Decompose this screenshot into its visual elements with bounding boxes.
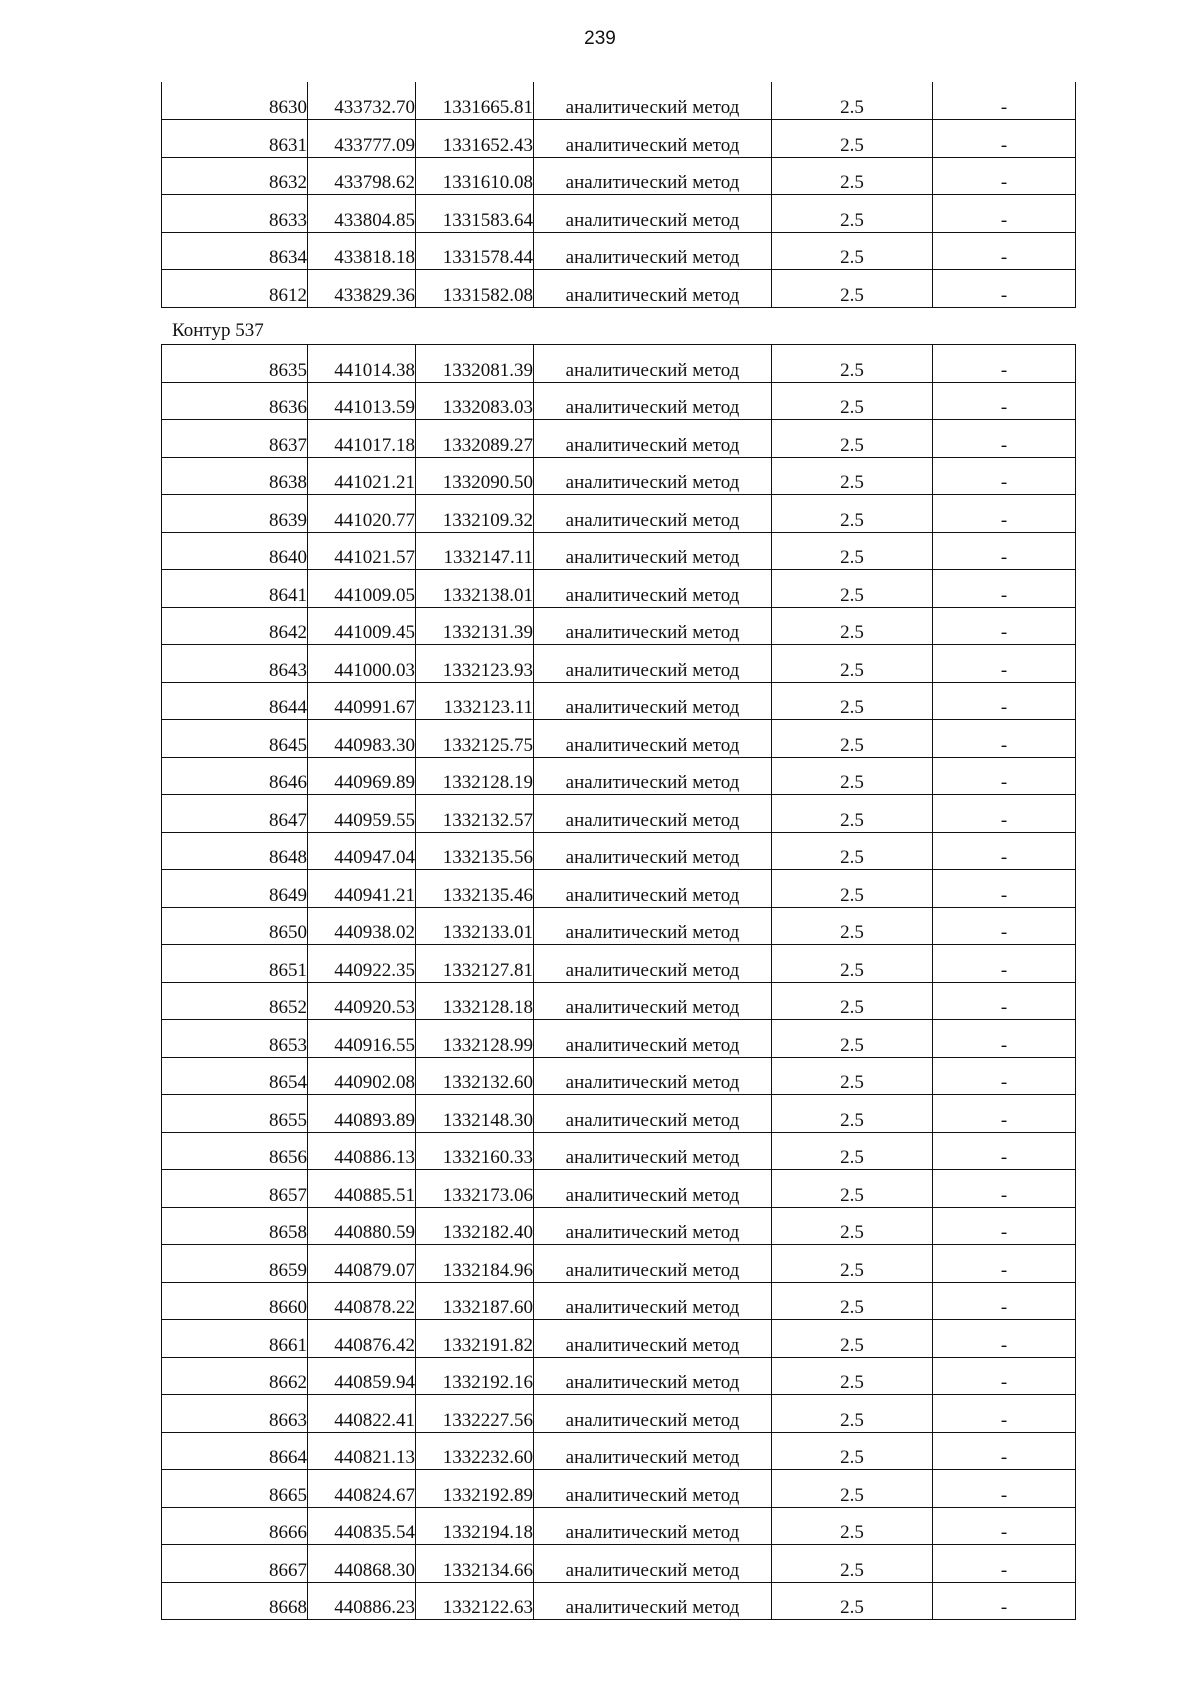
point-number-cell: 8635: [162, 345, 308, 383]
point-number-cell: 8639: [162, 495, 308, 533]
y-coordinate-cell: 1332128.19: [416, 757, 534, 795]
method-cell: аналитический метод: [534, 832, 772, 870]
method-cell: аналитический метод: [534, 1582, 772, 1620]
y-coordinate-cell: 1332134.66: [416, 1545, 534, 1583]
description-cell: -: [933, 120, 1076, 158]
method-cell: аналитический метод: [534, 1207, 772, 1245]
table-row: [162, 870, 1076, 908]
description-cell: -: [933, 1432, 1076, 1470]
x-coordinate-cell: 440885.51: [308, 1170, 416, 1208]
y-coordinate-cell: 1332083.03: [416, 382, 534, 420]
table-row: [162, 570, 1076, 608]
method-cell: аналитический метод: [534, 1020, 772, 1058]
x-coordinate-cell: 433732.70: [308, 82, 416, 120]
y-coordinate-cell: 1332090.50: [416, 457, 534, 495]
table-row: [162, 1545, 1076, 1583]
x-coordinate-cell: 441013.59: [308, 382, 416, 420]
point-number-cell: 8654: [162, 1057, 308, 1095]
x-coordinate-cell: 440938.02: [308, 907, 416, 945]
y-coordinate-cell: 1332127.81: [416, 945, 534, 983]
accuracy-cell: 2.5: [772, 1095, 933, 1133]
point-number-cell: 8660: [162, 1282, 308, 1320]
method-cell: аналитический метод: [534, 1545, 772, 1583]
x-coordinate-cell: 440941.21: [308, 870, 416, 908]
x-coordinate-cell: 441000.03: [308, 645, 416, 683]
y-coordinate-cell: 1332147.11: [416, 532, 534, 570]
accuracy-cell: 2.5: [772, 495, 933, 533]
accuracy-cell: 2.5: [772, 232, 933, 270]
x-coordinate-cell: 441021.21: [308, 457, 416, 495]
point-number-cell: 8631: [162, 120, 308, 158]
table-row: [162, 1170, 1076, 1208]
table-row: [162, 720, 1076, 758]
description-cell: -: [933, 607, 1076, 645]
description-cell: -: [933, 1245, 1076, 1283]
method-cell: аналитический метод: [534, 532, 772, 570]
table-row: [162, 420, 1076, 458]
point-number-cell: 8668: [162, 1582, 308, 1620]
x-coordinate-cell: 441021.57: [308, 532, 416, 570]
table-row: [162, 1432, 1076, 1470]
method-cell: аналитический метод: [534, 1095, 772, 1133]
description-cell: -: [933, 1357, 1076, 1395]
accuracy-cell: 2.5: [772, 532, 933, 570]
accuracy-cell: 2.5: [772, 382, 933, 420]
accuracy-cell: 2.5: [772, 1020, 933, 1058]
y-coordinate-cell: 1332227.56: [416, 1395, 534, 1433]
point-number-cell: 8664: [162, 1432, 308, 1470]
method-cell: аналитический метод: [534, 457, 772, 495]
table-row: [162, 795, 1076, 833]
table-row: [162, 82, 1076, 120]
y-coordinate-cell: 1332128.99: [416, 1020, 534, 1058]
method-cell: аналитический метод: [534, 1245, 772, 1283]
y-coordinate-cell: 1332232.60: [416, 1432, 534, 1470]
method-cell: аналитический метод: [534, 570, 772, 608]
x-coordinate-cell: 440959.55: [308, 795, 416, 833]
point-number-cell: 8665: [162, 1470, 308, 1508]
accuracy-cell: 2.5: [772, 1132, 933, 1170]
point-number-cell: 8638: [162, 457, 308, 495]
accuracy-cell: 2.5: [772, 757, 933, 795]
x-coordinate-cell: 440886.23: [308, 1582, 416, 1620]
method-cell: аналитический метод: [534, 1395, 772, 1433]
description-cell: -: [933, 1057, 1076, 1095]
description-cell: -: [933, 532, 1076, 570]
point-number-cell: 8634: [162, 232, 308, 270]
table-row: [162, 1207, 1076, 1245]
description-cell: -: [933, 382, 1076, 420]
description-cell: -: [933, 1132, 1076, 1170]
description-cell: -: [933, 1507, 1076, 1545]
table-row: [162, 345, 1076, 383]
y-coordinate-cell: 1332089.27: [416, 420, 534, 458]
accuracy-cell: 2.5: [772, 795, 933, 833]
coordinates-table-contour-537: [161, 344, 1076, 1620]
method-cell: аналитический метод: [534, 157, 772, 195]
accuracy-cell: 2.5: [772, 907, 933, 945]
description-cell: -: [933, 1582, 1076, 1620]
method-cell: аналитический метод: [534, 870, 772, 908]
x-coordinate-cell: 441009.45: [308, 607, 416, 645]
accuracy-cell: 2.5: [772, 1470, 933, 1508]
x-coordinate-cell: 441020.77: [308, 495, 416, 533]
point-number-cell: 8663: [162, 1395, 308, 1433]
y-coordinate-cell: 1332133.01: [416, 907, 534, 945]
point-number-cell: 8661: [162, 1320, 308, 1358]
point-number-cell: 8636: [162, 382, 308, 420]
y-coordinate-cell: 1332187.60: [416, 1282, 534, 1320]
accuracy-cell: 2.5: [772, 1245, 933, 1283]
description-cell: -: [933, 82, 1076, 120]
method-cell: аналитический метод: [534, 82, 772, 120]
y-coordinate-cell: 1332132.57: [416, 795, 534, 833]
description-cell: -: [933, 945, 1076, 983]
table-row: [162, 195, 1076, 233]
point-number-cell: 8633: [162, 195, 308, 233]
x-coordinate-cell: 440983.30: [308, 720, 416, 758]
y-coordinate-cell: 1331652.43: [416, 120, 534, 158]
point-number-cell: 8637: [162, 420, 308, 458]
method-cell: аналитический метод: [534, 1507, 772, 1545]
point-number-cell: 8644: [162, 682, 308, 720]
accuracy-cell: 2.5: [772, 982, 933, 1020]
method-cell: аналитический метод: [534, 1432, 772, 1470]
description-cell: -: [933, 1095, 1076, 1133]
y-coordinate-cell: 1332123.11: [416, 682, 534, 720]
accuracy-cell: 2.5: [772, 570, 933, 608]
point-number-cell: 8666: [162, 1507, 308, 1545]
page-number: 239: [584, 28, 616, 49]
x-coordinate-cell: 440868.30: [308, 1545, 416, 1583]
description-cell: -: [933, 682, 1076, 720]
table-row: [162, 1282, 1076, 1320]
method-cell: аналитический метод: [534, 345, 772, 383]
table-row: [162, 1057, 1076, 1095]
x-coordinate-cell: 440878.22: [308, 1282, 416, 1320]
method-cell: аналитический метод: [534, 495, 772, 533]
y-coordinate-cell: 1332194.18: [416, 1507, 534, 1545]
accuracy-cell: 2.5: [772, 720, 933, 758]
accuracy-cell: 2.5: [772, 645, 933, 683]
table-row: [162, 495, 1076, 533]
y-coordinate-cell: 1331583.64: [416, 195, 534, 233]
description-cell: -: [933, 1170, 1076, 1208]
accuracy-cell: 2.5: [772, 832, 933, 870]
accuracy-cell: 2.5: [772, 1320, 933, 1358]
point-number-cell: 8649: [162, 870, 308, 908]
y-coordinate-cell: 1331582.08: [416, 270, 534, 308]
description-cell: -: [933, 757, 1076, 795]
x-coordinate-cell: 440824.67: [308, 1470, 416, 1508]
x-coordinate-cell: 440969.89: [308, 757, 416, 795]
point-number-cell: 8641: [162, 570, 308, 608]
table-row: [162, 532, 1076, 570]
table-row: [162, 1507, 1076, 1545]
accuracy-cell: 2.5: [772, 195, 933, 233]
y-coordinate-cell: 1332191.82: [416, 1320, 534, 1358]
description-cell: -: [933, 1207, 1076, 1245]
description-cell: -: [933, 1545, 1076, 1583]
description-cell: -: [933, 645, 1076, 683]
method-cell: аналитический метод: [534, 945, 772, 983]
y-coordinate-cell: 1332138.01: [416, 570, 534, 608]
section-heading: Контур 537: [172, 320, 264, 341]
method-cell: аналитический метод: [534, 1057, 772, 1095]
table-row: [162, 1020, 1076, 1058]
method-cell: аналитический метод: [534, 607, 772, 645]
x-coordinate-cell: 433829.36: [308, 270, 416, 308]
accuracy-cell: 2.5: [772, 120, 933, 158]
accuracy-cell: 2.5: [772, 1395, 933, 1433]
accuracy-cell: 2.5: [772, 607, 933, 645]
table-row: [162, 682, 1076, 720]
y-coordinate-cell: 1332125.75: [416, 720, 534, 758]
method-cell: аналитический метод: [534, 982, 772, 1020]
table-row: [162, 120, 1076, 158]
x-coordinate-cell: 440902.08: [308, 1057, 416, 1095]
method-cell: аналитический метод: [534, 1282, 772, 1320]
method-cell: аналитический метод: [534, 1470, 772, 1508]
x-coordinate-cell: 440822.41: [308, 1395, 416, 1433]
y-coordinate-cell: 1332173.06: [416, 1170, 534, 1208]
y-coordinate-cell: 1332081.39: [416, 345, 534, 383]
y-coordinate-cell: 1332132.60: [416, 1057, 534, 1095]
point-number-cell: 8640: [162, 532, 308, 570]
accuracy-cell: 2.5: [772, 682, 933, 720]
table-row: [162, 1095, 1076, 1133]
description-cell: -: [933, 270, 1076, 308]
x-coordinate-cell: 440947.04: [308, 832, 416, 870]
table-row: [162, 270, 1076, 308]
table-row: [162, 832, 1076, 870]
method-cell: аналитический метод: [534, 420, 772, 458]
description-cell: -: [933, 457, 1076, 495]
table-row: [162, 982, 1076, 1020]
point-number-cell: 8645: [162, 720, 308, 758]
coordinates-table-top: [161, 82, 1076, 308]
method-cell: аналитический метод: [534, 795, 772, 833]
y-coordinate-cell: 1332182.40: [416, 1207, 534, 1245]
table-row: [162, 157, 1076, 195]
point-number-cell: 8667: [162, 1545, 308, 1583]
point-number-cell: 8659: [162, 1245, 308, 1283]
x-coordinate-cell: 433777.09: [308, 120, 416, 158]
description-cell: -: [933, 1395, 1076, 1433]
table-row: [162, 382, 1076, 420]
description-cell: -: [933, 795, 1076, 833]
table-row: [162, 1132, 1076, 1170]
point-number-cell: 8656: [162, 1132, 308, 1170]
x-coordinate-cell: 440879.07: [308, 1245, 416, 1283]
x-coordinate-cell: 433798.62: [308, 157, 416, 195]
accuracy-cell: 2.5: [772, 1357, 933, 1395]
table-row: [162, 607, 1076, 645]
x-coordinate-cell: 433818.18: [308, 232, 416, 270]
method-cell: аналитический метод: [534, 1320, 772, 1358]
accuracy-cell: 2.5: [772, 420, 933, 458]
method-cell: аналитический метод: [534, 270, 772, 308]
x-coordinate-cell: 440893.89: [308, 1095, 416, 1133]
description-cell: -: [933, 1282, 1076, 1320]
method-cell: аналитический метод: [534, 682, 772, 720]
x-coordinate-cell: 433804.85: [308, 195, 416, 233]
point-number-cell: 8632: [162, 157, 308, 195]
y-coordinate-cell: 1331610.08: [416, 157, 534, 195]
description-cell: -: [933, 195, 1076, 233]
table-row: [162, 1470, 1076, 1508]
description-cell: -: [933, 420, 1076, 458]
accuracy-cell: 2.5: [772, 1282, 933, 1320]
method-cell: аналитический метод: [534, 757, 772, 795]
y-coordinate-cell: 1332192.89: [416, 1470, 534, 1508]
accuracy-cell: 2.5: [772, 345, 933, 383]
method-cell: аналитический метод: [534, 120, 772, 158]
method-cell: аналитический метод: [534, 232, 772, 270]
accuracy-cell: 2.5: [772, 945, 933, 983]
accuracy-cell: 2.5: [772, 1057, 933, 1095]
description-cell: -: [933, 832, 1076, 870]
x-coordinate-cell: 441017.18: [308, 420, 416, 458]
accuracy-cell: 2.5: [772, 1507, 933, 1545]
x-coordinate-cell: 440916.55: [308, 1020, 416, 1058]
y-coordinate-cell: 1332123.93: [416, 645, 534, 683]
point-number-cell: 8612: [162, 270, 308, 308]
y-coordinate-cell: 1332148.30: [416, 1095, 534, 1133]
accuracy-cell: 2.5: [772, 1545, 933, 1583]
point-number-cell: 8662: [162, 1357, 308, 1395]
table-row: [162, 1395, 1076, 1433]
point-number-cell: 8646: [162, 757, 308, 795]
table-row: [162, 1320, 1076, 1358]
point-number-cell: 8630: [162, 82, 308, 120]
accuracy-cell: 2.5: [772, 1432, 933, 1470]
table-row: [162, 645, 1076, 683]
method-cell: аналитический метод: [534, 1170, 772, 1208]
y-coordinate-cell: 1332131.39: [416, 607, 534, 645]
description-cell: -: [933, 570, 1076, 608]
description-cell: -: [933, 345, 1076, 383]
description-cell: -: [933, 1470, 1076, 1508]
point-number-cell: 8653: [162, 1020, 308, 1058]
y-coordinate-cell: 1331578.44: [416, 232, 534, 270]
table-row: [162, 757, 1076, 795]
table-row: [162, 945, 1076, 983]
table-row: [162, 1357, 1076, 1395]
accuracy-cell: 2.5: [772, 1582, 933, 1620]
description-cell: -: [933, 720, 1076, 758]
x-coordinate-cell: 440922.35: [308, 945, 416, 983]
method-cell: аналитический метод: [534, 1357, 772, 1395]
x-coordinate-cell: 440821.13: [308, 1432, 416, 1470]
point-number-cell: 8650: [162, 907, 308, 945]
y-coordinate-cell: 1332122.63: [416, 1582, 534, 1620]
y-coordinate-cell: 1332184.96: [416, 1245, 534, 1283]
method-cell: аналитический метод: [534, 195, 772, 233]
accuracy-cell: 2.5: [772, 1170, 933, 1208]
method-cell: аналитический метод: [534, 907, 772, 945]
x-coordinate-cell: 440859.94: [308, 1357, 416, 1395]
y-coordinate-cell: 1332135.56: [416, 832, 534, 870]
y-coordinate-cell: 1332109.32: [416, 495, 534, 533]
description-cell: -: [933, 907, 1076, 945]
accuracy-cell: 2.5: [772, 870, 933, 908]
accuracy-cell: 2.5: [772, 1207, 933, 1245]
accuracy-cell: 2.5: [772, 270, 933, 308]
x-coordinate-cell: 441009.05: [308, 570, 416, 608]
x-coordinate-cell: 440920.53: [308, 982, 416, 1020]
method-cell: аналитический метод: [534, 382, 772, 420]
table-row: [162, 232, 1076, 270]
point-number-cell: 8648: [162, 832, 308, 870]
point-number-cell: 8657: [162, 1170, 308, 1208]
description-cell: -: [933, 1020, 1076, 1058]
description-cell: -: [933, 232, 1076, 270]
point-number-cell: 8658: [162, 1207, 308, 1245]
table-row: [162, 1245, 1076, 1283]
table-row: [162, 907, 1076, 945]
description-cell: -: [933, 157, 1076, 195]
x-coordinate-cell: 440880.59: [308, 1207, 416, 1245]
point-number-cell: 8651: [162, 945, 308, 983]
x-coordinate-cell: 440876.42: [308, 1320, 416, 1358]
y-coordinate-cell: 1332160.33: [416, 1132, 534, 1170]
description-cell: -: [933, 982, 1076, 1020]
point-number-cell: 8647: [162, 795, 308, 833]
accuracy-cell: 2.5: [772, 457, 933, 495]
accuracy-cell: 2.5: [772, 82, 933, 120]
point-number-cell: 8655: [162, 1095, 308, 1133]
x-coordinate-cell: 440991.67: [308, 682, 416, 720]
y-coordinate-cell: 1332135.46: [416, 870, 534, 908]
method-cell: аналитический метод: [534, 720, 772, 758]
y-coordinate-cell: 1331665.81: [416, 82, 534, 120]
method-cell: аналитический метод: [534, 645, 772, 683]
method-cell: аналитический метод: [534, 1132, 772, 1170]
accuracy-cell: 2.5: [772, 157, 933, 195]
point-number-cell: 8652: [162, 982, 308, 1020]
point-number-cell: 8643: [162, 645, 308, 683]
y-coordinate-cell: 1332128.18: [416, 982, 534, 1020]
description-cell: -: [933, 495, 1076, 533]
point-number-cell: 8642: [162, 607, 308, 645]
x-coordinate-cell: 440835.54: [308, 1507, 416, 1545]
description-cell: -: [933, 1320, 1076, 1358]
x-coordinate-cell: 440886.13: [308, 1132, 416, 1170]
table-row: [162, 1582, 1076, 1620]
table-row: [162, 457, 1076, 495]
description-cell: -: [933, 870, 1076, 908]
x-coordinate-cell: 441014.38: [308, 345, 416, 383]
y-coordinate-cell: 1332192.16: [416, 1357, 534, 1395]
